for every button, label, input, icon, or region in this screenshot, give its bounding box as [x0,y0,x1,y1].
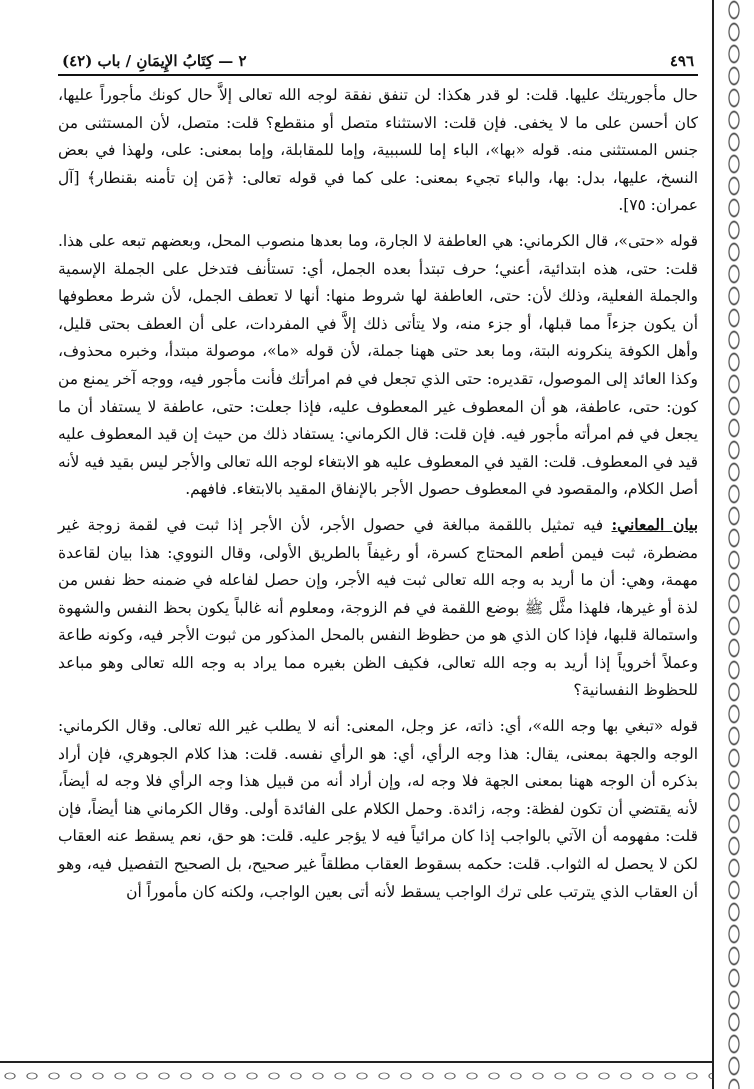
paragraph-2: قوله «حتى»، قال الكرماني: هي العاطفة لا الجارة، وما بعدها منصوب المحل، وبعضهم تبعه على هذا. قلت: حتى، هذه ابتدائية، أعني؛ حرف تبتدأ بعده الجمل، أي: تستأنف فتدخل على الجملة الإسمية والجملة الفعلية، وذلك لأن: حتى، العاطفة لها شروط منها: أنها لا تعطف الجمل، لأن شرط معطوفها أن يكون جزءاً مما قبلها، أو جزء منه، ولا يتأتى ذلك إلاَّ في المفردات، على أن العطف بحتى قليل، وأهل الكوفة ينكرونه البتة، وما بعد حتى ههنا جملة، لأن قوله «ما»، موصولة مبتدأ، وخبره محذوف، وكذا العائد إلى الموصول، تقديره: حتى الذي تجعل في فم امرأتك فأنت مأجور فيه، ووجه آخر يمنع من كون: حتى، عاطفة، هو أن المعطوف غير المعطوف عليه، فإذا جعلت: حتى، عاطفة لا يستفاد أن ما يجعل في فم امرأته مأجور فيه. فإن قلت: قال الكرماني: يستفاد ذلك من حيث إن قيد المعطوف عليه قيد في المعطوف. قلت: القيد في المعطوف عليه هو الابتغاء لوجه الله تعالى والأجر ليس بقيد فيه لأنه أصل الكلام، والمقصود في المعطوف حصول الأجر بالإنفاق المقيد بالابتغاء. فافهم. [58,231,698,499]
book-page [58,52,698,914]
paragraph-3 [58,512,698,705]
page-header [58,52,698,76]
decorative-border-bottom [0,1061,714,1089]
paragraph-3-text: فيه تمثيل باللقمة مبالغة في حصول الأجر، لأن الأجر إذا ثبت في لقمة زوجة غير مضطرة، ثبت فيمن أطعم المحتاج كسرة، أو رغيفاً بالطريق الأولى، وقال النووي: هذا بيان لقاعدة مهمة، وهي: أن ما أريد به وجه الله تعالى ثبت فيه الأجر، وإن حصل لفاعله في ضمنه حظ نفس من لذة أو غيرها، فلهذا مثَّل ﷺ بوضع اللقمة في فم الزوجة، ومعلوم أنه غالباً يكون بحظ النفس والشهوة واستمالة قلبها، فإذا كان الذي هو من حظوظ النفس بالمحل المذكور من ثبوت الأجر فيه، وكونه طاعة وعملاً أخروياً إذا أريد به وجه الله تعالى، فكيف الظن بغيره مما يراد به وجه الله تعالى وهو مباعد للحظوظ النفسانية؟ [58,515,698,700]
running-title: ٢ — كِتَابُ الإِيمَانِ / باب (٤٢) [62,52,247,70]
decorative-border-right [712,0,754,1089]
page-number: ٤٩٦ [669,52,694,70]
paragraph-4: قوله «تبغي بها وجه الله»، أي: ذاته، عز وجل، المعنى: أنه لا يطلب غير الله تعالى. وقال الكرماني: الوجه والجهة بمعنى، يقال: هذا وجه الرأي، أي: هو الرأي نفسه. قلت: هذا كلام الجوهري، فإن أراد بذكره أن الوجه ههنا بمعنى الجهة فلا وجه له، وإن أراد أنه من قبيل هذا وجه الرأي فلا وجه له أيضاً، لأنه يقتضي أن تكون لفظة: وجه، زائدة. وحمل الكلام على الفائدة أولى. وقال الكرماني هنا أيضاً، فإن قلت: مفهومه أن الآتي بالواجب إذا كان مرائياً فيه لا يؤجر عليه. قلت: هو حق، نعم يسقط عنه العقاب لكن لا يحصل له الثواب. قلت: حكمه بسقوط العقاب مطلقاً غير صحيح، بل الصحيح التفصيل فيه، وهو أن العقاب الذي يترتب على ترك الواجب يسقط لأنه أتى بعين الواجب، ولكنه كان مأموراً أن [58,717,698,901]
section-heading: بيان المعاني: [611,515,698,534]
paragraph-1: حال مأجوريتك عليها. قلت: لو قدر هكذا: لن تنفق نفقة لوجه الله تعالى إلاَّ حال كونك مأجوراً عليها، كان أحسن على ما لا يخفى. فإن قلت: الاستثناء متصل أو منقطع؟ قلت: متصل، لأن المستثنى من جنس المستثنى منه. قوله «بها»، الباء إما للسببية، وإما للمقابلة، وإما بمعنى: على، ولهذا في بعض النسخ، عليها، بدل: بها، والباء تجيء بمعنى: على كما في قوله تعالى: ﴿مَن إن تأمنه بقنطار﴾ [آل عمران: ٧٥]. [58,86,698,215]
